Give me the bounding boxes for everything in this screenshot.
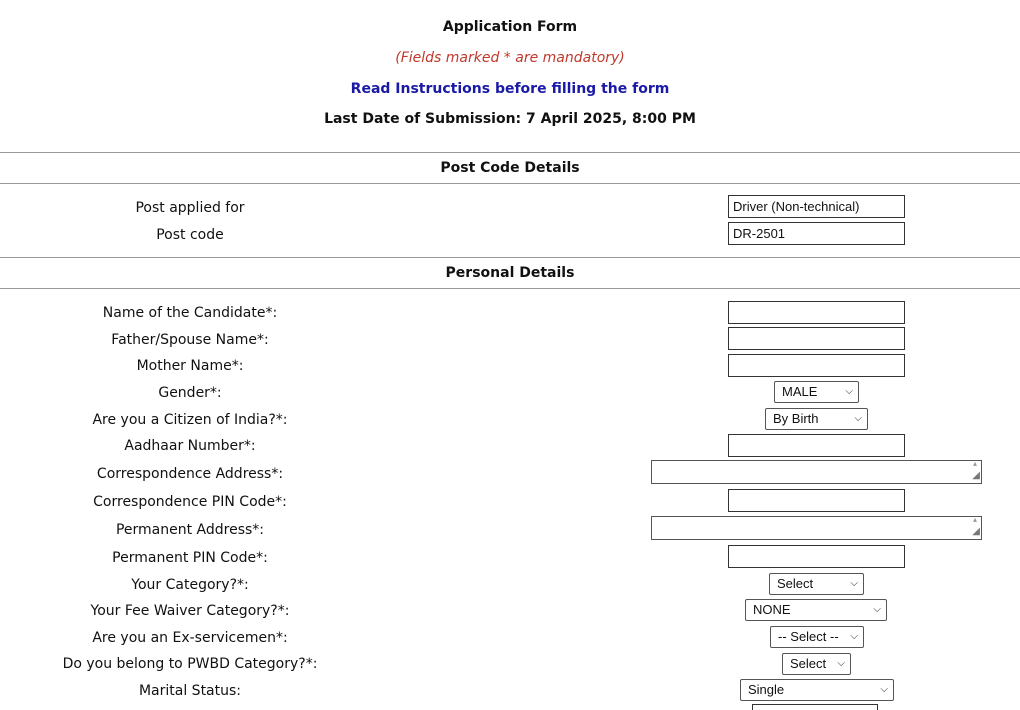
citizen-label: Are you a Citizen of India?*: bbox=[92, 412, 288, 428]
father-name-field[interactable] bbox=[728, 327, 905, 350]
aadhaar-label: Aadhaar Number*: bbox=[124, 438, 256, 454]
gender-label: Gender*: bbox=[158, 385, 222, 401]
last-date-text: Last Date of Submission: 7 April 2025, 8:00 PM bbox=[324, 111, 696, 127]
scroll-up-icon: ▴ bbox=[972, 459, 977, 468]
pwbd-select[interactable] bbox=[782, 653, 851, 675]
gender-select-value: MALE bbox=[782, 384, 818, 399]
fee-waiver-select-value: NONE bbox=[753, 602, 791, 617]
chevron-down-icon: ⌵ bbox=[873, 604, 881, 615]
citizen-select[interactable] bbox=[765, 408, 868, 430]
candidate-name-label: Name of the Candidate*: bbox=[102, 305, 278, 321]
chevron-down-icon: ⌵ bbox=[880, 684, 888, 695]
candidate-name-field[interactable] bbox=[728, 301, 905, 324]
pwbd-label: Do you belong to PWBD Category?*: bbox=[62, 656, 318, 672]
chevron-down-icon: ⌵ bbox=[850, 631, 858, 642]
chevron-down-icon: ⌵ bbox=[845, 386, 853, 397]
chevron-down-icon: ⌵ bbox=[837, 658, 845, 669]
form-title: Application Form bbox=[442, 19, 578, 35]
post-code-label: Post code bbox=[156, 227, 224, 243]
perm-pin-label: Permanent PIN Code*: bbox=[112, 550, 268, 566]
marital-select[interactable] bbox=[740, 679, 894, 701]
fee-waiver-select[interactable] bbox=[745, 599, 887, 621]
mother-name-field[interactable] bbox=[728, 354, 905, 377]
post-applied-label: Post applied for bbox=[135, 200, 245, 216]
citizen-select-value: By Birth bbox=[773, 411, 819, 426]
fee-waiver-label: Your Fee Waiver Category?*: bbox=[90, 603, 290, 619]
mandatory-note: (Fields marked * are mandatory) bbox=[395, 50, 625, 66]
perm-address-label: Permanent Address*: bbox=[115, 522, 265, 538]
ex-servicemen-select-value: -- Select -- bbox=[778, 629, 839, 644]
chevron-down-icon: ⌵ bbox=[854, 413, 862, 424]
marital-label: Marital Status: bbox=[138, 683, 242, 699]
father-name-label: Father/Spouse Name*: bbox=[111, 332, 269, 348]
corr-address-label: Correspondence Address*: bbox=[96, 466, 284, 482]
post-applied-field[interactable]: Driver (Non-technical) bbox=[728, 195, 905, 218]
personal-section-heading: Personal Details bbox=[0, 257, 1020, 289]
category-select-value: Select bbox=[777, 576, 814, 591]
perm-pin-field[interactable] bbox=[728, 545, 905, 568]
resize-grip-icon[interactable]: ◢ bbox=[972, 470, 980, 481]
category-select[interactable] bbox=[769, 573, 864, 595]
gender-select[interactable] bbox=[774, 381, 859, 403]
mother-name-label: Mother Name*: bbox=[136, 358, 244, 374]
corr-pin-label: Correspondence PIN Code*: bbox=[93, 494, 287, 510]
post-code-field[interactable]: DR-2501 bbox=[728, 222, 905, 245]
category-label: Your Category?*: bbox=[131, 577, 249, 593]
corr-pin-field[interactable] bbox=[728, 489, 905, 512]
chevron-down-icon: ⌵ bbox=[850, 578, 858, 589]
post-code-section-heading: Post Code Details bbox=[0, 152, 1020, 184]
scroll-up-icon: ▴ bbox=[972, 515, 977, 524]
pwbd-select-value: Select bbox=[790, 656, 827, 671]
corr-address-textarea[interactable] bbox=[651, 460, 982, 484]
resize-grip-icon[interactable]: ◢ bbox=[972, 526, 980, 537]
instructions-link[interactable]: Read Instructions before filling the form bbox=[350, 81, 670, 97]
ex-servicemen-select[interactable] bbox=[770, 626, 864, 648]
perm-address-textarea[interactable] bbox=[651, 516, 982, 540]
ex-servicemen-label: Are you an Ex-servicemen*: bbox=[92, 630, 288, 646]
aadhaar-field[interactable] bbox=[728, 434, 905, 457]
next-field-partial[interactable] bbox=[752, 704, 878, 710]
marital-select-value: Single bbox=[748, 682, 785, 697]
